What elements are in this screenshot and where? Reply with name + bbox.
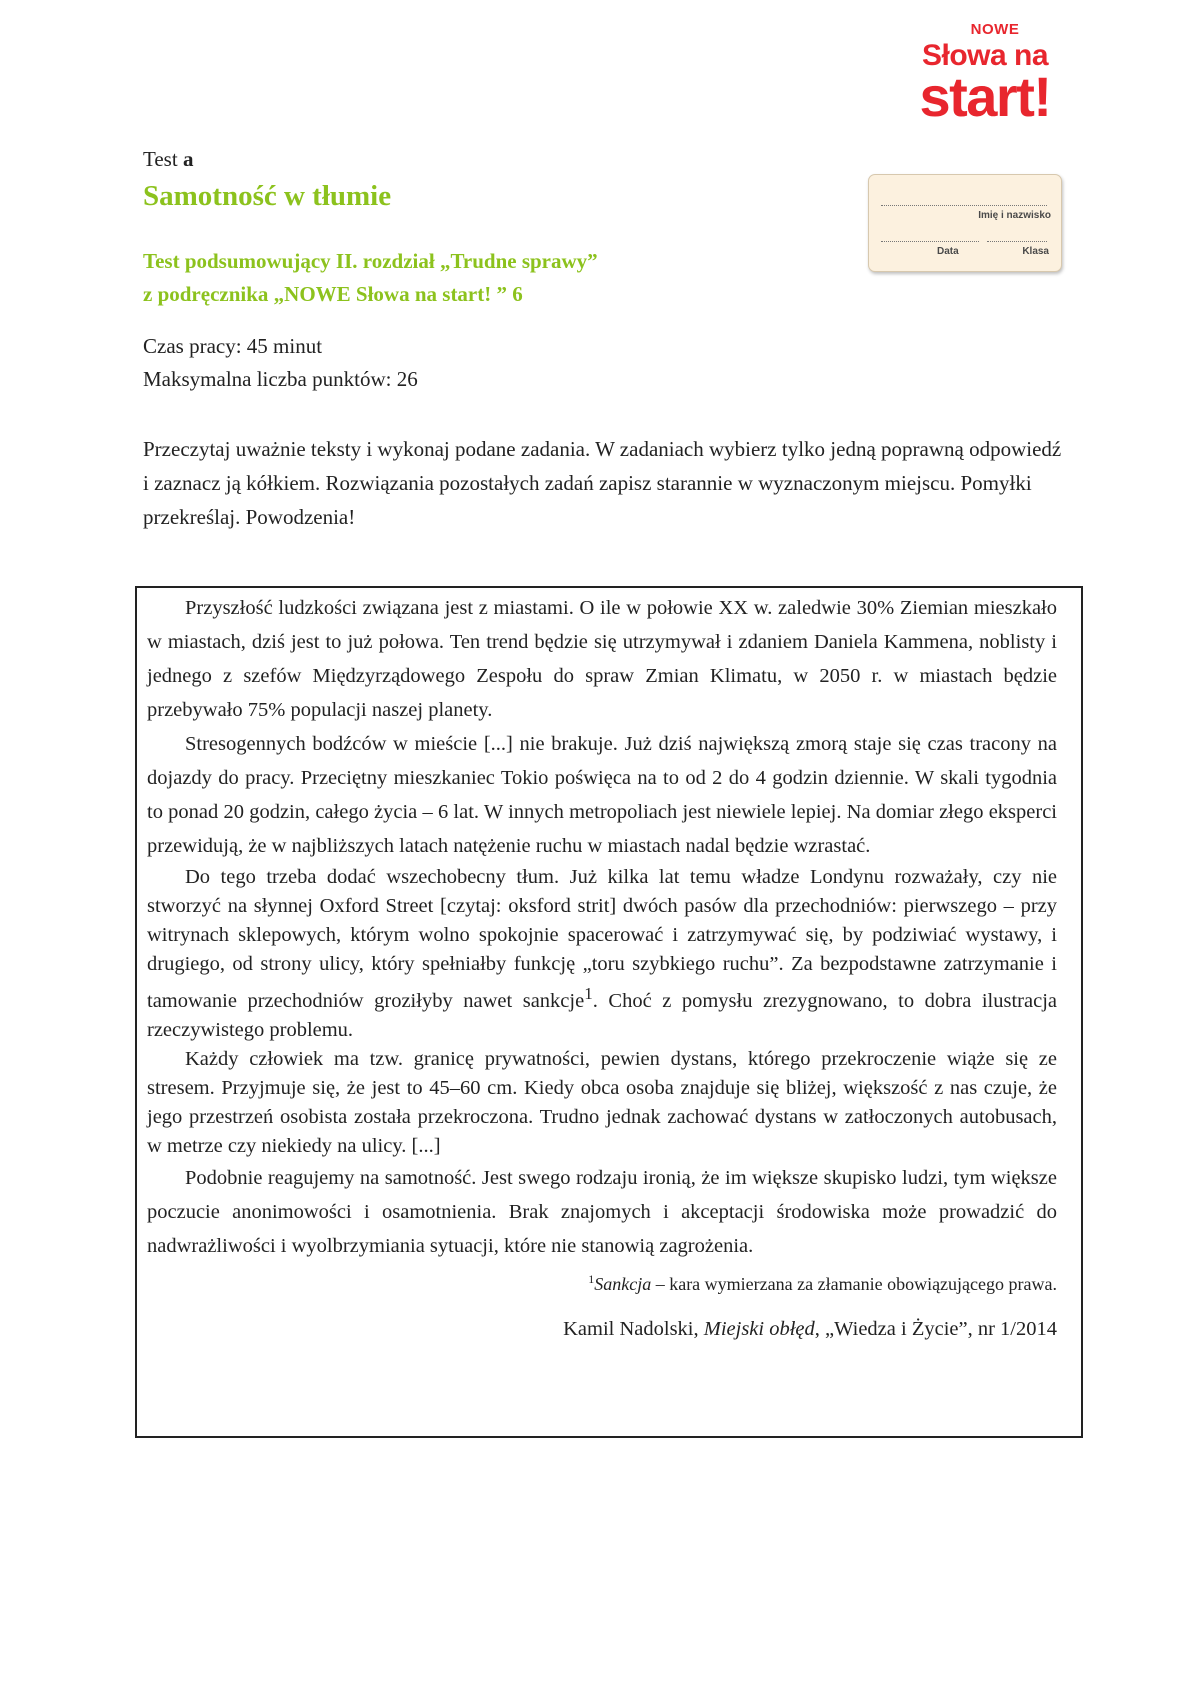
source-title: Miejski obłęd (703, 1317, 815, 1340)
article-paragraph-5: Podobnie reagujemy na samotność. Jest swego rodzaju ironią, że im większe skupisko ludzi, tym większe poczucie anonimowości i osamotnienia. Brak znajomych i akceptacji środowiska może prowadzić do nadwrażliwości i wyolbrzymiania sytuacji, które nie stanowią zagrożenia. (147, 1166, 1057, 1257)
name-line (881, 205, 1047, 206)
class-line (987, 241, 1047, 242)
test-info (143, 330, 418, 396)
article-paragraph-2: Stresogennych bodźców w mieście [...] nie brakuje. Już dziś największą zmorą staje się czas tracony na dojazdy do pracy. Przeciętny mieszkaniec Tokio poświęca na to od 2 do 4 godzin dziennie. W skali tygodnia to ponad 20 godzin, całego życia – 6 lat. W innych metropoliach jest niewiele lepiej. Na domiar złego eksperci przewidują, że w najbliższych latach natężenie ruchu w miastach nadal będzie wzrastać. (147, 733, 1057, 857)
subtitle (143, 245, 598, 311)
paragraph-3-tail: . Choć z pomysłu zrezygnowano, to dobra ilustracja rzeczywistego problemu. (147, 989, 1057, 1041)
footnote-definition: – kara wymierzana za złamanie obowiązującego prawa. (651, 1273, 1057, 1294)
footnote-term: Sankcja (594, 1273, 652, 1294)
article-source (147, 1318, 1057, 1341)
source-publication: , „Wiedza i Życie”, nr 1/2014 (814, 1317, 1057, 1340)
logo-line-nowe: NOWE (970, 21, 1020, 38)
test-letter: a (182, 147, 194, 171)
date-label: Data (937, 246, 959, 257)
article-paragraph-3 (147, 863, 1057, 1045)
article-paragraph-1: Przyszłość ludzkości związana jest z miastami. O ile w połowie XX w. zaledwie 30% Ziemian mieszkało w miastach, dziś jest to już połowa. Ten trend będzie się utrzymywał i zdaniem Daniela Kammena, noblisty i jednego z szefów Międzyrządowego Zespołu do spraw Zmian Klimatu, w 2050 r. w miastach będzie przebywało 75% populacji naszej planety. (147, 597, 1057, 721)
source-author: Kamil Nadolski, (563, 1317, 704, 1340)
logo (900, 21, 1070, 128)
test-word: Test (143, 147, 178, 171)
student-name-box (868, 174, 1062, 272)
footnote (147, 1267, 1057, 1296)
subtitle-line-2: z podręcznika „NOWE Słowa na start! ” 6 (143, 282, 523, 306)
time-limit: Czas pracy: 45 minut (143, 334, 323, 358)
article-box (135, 586, 1083, 1438)
name-label: Imię i nazwisko (978, 210, 1051, 221)
page-title: Samotność w tłumie (143, 180, 392, 212)
logo-line-slowa: Słowa na (921, 39, 1049, 72)
test-label (143, 147, 193, 172)
logo-line-start: start! (919, 65, 1051, 128)
instructions: Przeczytaj uważnie teksty i wykonaj podane zadania. W zadaniach wybierz tylko jedną poprawną odpowiedź i zaznacz ją kółkiem. Rozwiązania pozostałych zadań zapisz starannie w wyznaczonym miejscu. Pomyłki przekreślaj. Powodzenia! (143, 437, 1062, 529)
date-line (881, 241, 979, 242)
max-points: Maksymalna liczba punktów: 26 (143, 367, 418, 391)
footnote-reference: 1 (584, 984, 593, 1003)
article-paragraph-4: Każdy człowiek ma tzw. granicę prywatności, pewien dystans, którego przekroczenie wiąże się ze stresem. Przyjmuje się, że jest to 45–60 cm. Kiedy obca osoba znajduje się bliżej, większość z nas czuje, że jego przestrzeń osobista została przekroczona. Trudno jednak zachować dystans w zatłoczonych autobusach, w metrze czy niekiedy na ulicy. [...] (147, 1047, 1057, 1157)
paragraph-3-text: Do tego trzeba dodać wszechobecny tłum. Już kilka lat temu władze Londynu rozważały, czy nie stworzyć na słynnej Oxford Street [czytaj: oksford strit] dwóch pasów dla przechodniów: pierwszego – przy witrynach sklepowych, którym wolno spokojnie spacerować i zatrzymywać się, by podziwiać wystawy, i drugiego, od strony ulicy, który spełniałby funkcję „toru szybkiego ruchu”. Za bezpodstawne zatrzymanie i tamowanie przechodniów groziłyby nawet sankcje (147, 866, 1057, 1012)
footnote-mark: 1 (588, 1271, 595, 1286)
subtitle-line-1: Test podsumowujący II. rozdział „Trudne sprawy” (143, 249, 598, 273)
class-label: Klasa (1022, 246, 1049, 257)
